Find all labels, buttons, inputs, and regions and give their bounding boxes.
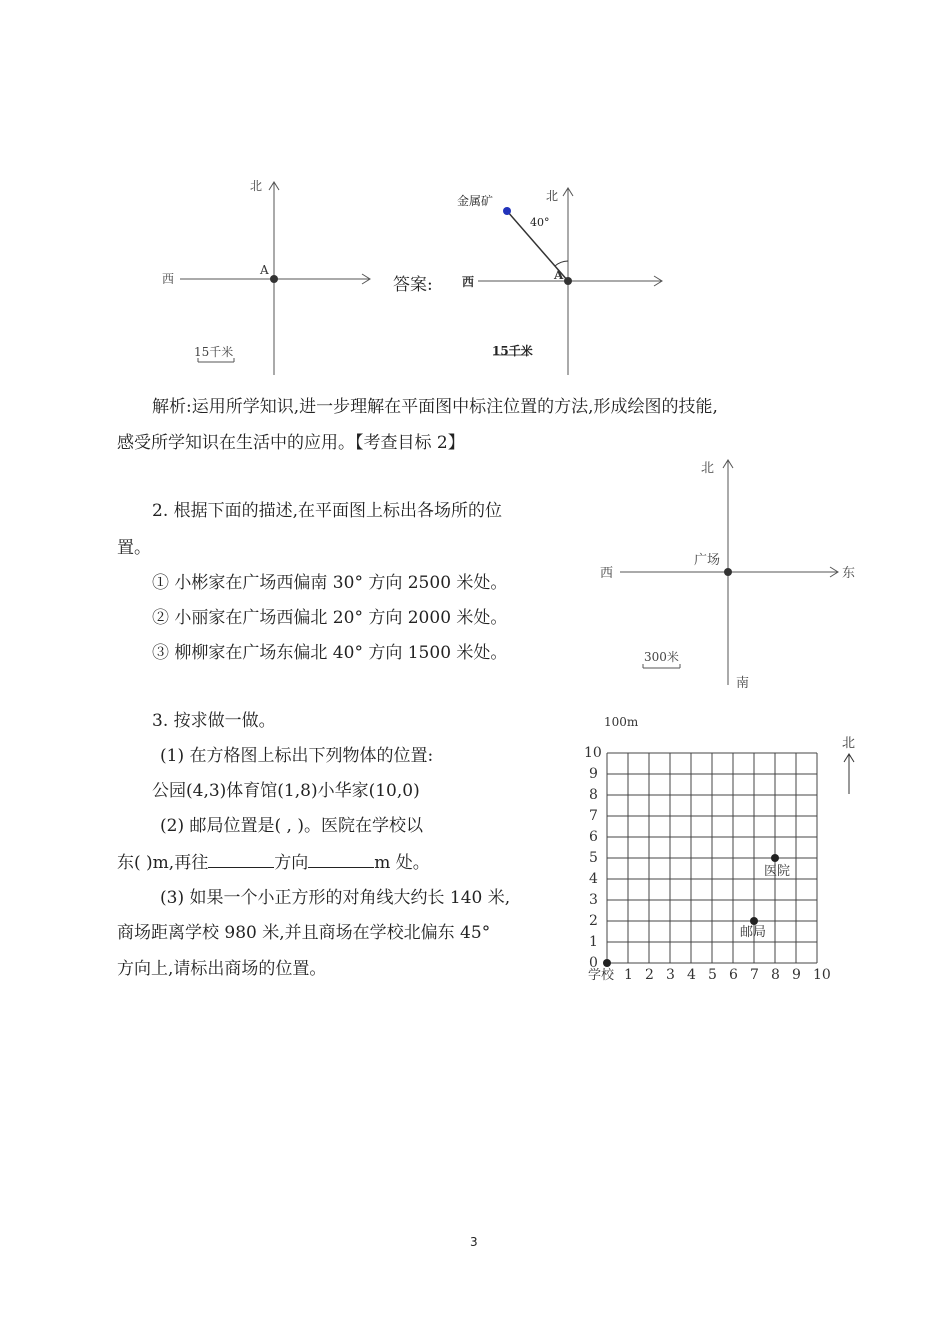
- x-tick-label: 2: [645, 967, 654, 983]
- y-tick-label: 0: [589, 955, 598, 971]
- x-tick-label: 8: [771, 967, 780, 983]
- q2-line-1: 2. 根据下面的描述,在平面图上标出各场所的位: [152, 501, 503, 521]
- origin-label: 学校: [588, 968, 615, 983]
- figure-compass-plaza: [590, 450, 870, 695]
- plaza-label: 广场: [694, 553, 721, 568]
- q3-part-2b: [117, 851, 430, 874]
- figure-compass-answer: [450, 180, 670, 380]
- x-tick-label: 1: [624, 967, 633, 983]
- y-tick-label: 3: [589, 892, 598, 908]
- page-number: 3: [470, 1235, 478, 1249]
- post-office-dot: [750, 917, 758, 925]
- north-label: 北: [546, 189, 559, 203]
- x-tick-label: 9: [792, 967, 801, 983]
- analysis-line-1: 解析:运用所学知识,进一步理解在平面图中标注位置的方法,形成绘图的技能,: [152, 397, 718, 417]
- q3-part-3c: 方向上,请标出商场的位置。: [117, 959, 327, 979]
- q3-part-2b-text-2: 方向: [274, 853, 309, 873]
- answer-label: 答案:: [393, 275, 433, 295]
- answer-blank-distance[interactable]: [308, 851, 374, 868]
- grid-lines: [607, 753, 817, 963]
- q2-item-1: ① 小彬家在广场西偏南 30° 方向 2500 米处。: [152, 573, 508, 593]
- angle-label: 40°: [530, 216, 550, 229]
- y-tick-label: 9: [589, 766, 598, 782]
- scale-label: 15千米: [492, 344, 533, 358]
- q3-part-2a: (2) 邮局位置是( , )。医院在学校以: [160, 816, 423, 836]
- post-office-label: 邮局: [740, 925, 767, 940]
- y-tick-label: 7: [589, 808, 598, 824]
- q3-part-1-items: 公园(4,3)体育馆(1,8)小华家(10,0): [152, 781, 420, 801]
- y-tick-label: 5: [589, 850, 598, 866]
- y-tick-label: 10: [584, 745, 602, 761]
- x-tick-label: 10: [813, 967, 831, 983]
- x-tick-label: 7: [750, 967, 759, 983]
- scale-label: 300米: [644, 650, 679, 664]
- grid-north-label: 北: [842, 736, 856, 751]
- north-label: 北: [701, 461, 715, 476]
- mine-label: 金属矿: [457, 194, 494, 208]
- west-label: 西: [600, 566, 614, 581]
- angle-arc: [555, 261, 568, 266]
- point-a-label: A: [260, 263, 269, 277]
- y-tick-label: 4: [589, 871, 598, 887]
- x-tick-label: 6: [729, 967, 738, 983]
- analysis-line-2: 感受所学知识在生活中的应用。【考查目标 2】: [117, 433, 465, 453]
- point-a-dot: [564, 277, 572, 285]
- south-label: 南: [736, 676, 750, 691]
- hospital-label: 医院: [764, 864, 791, 879]
- y-tick-label: 1: [589, 934, 598, 950]
- point-a-dot: [270, 275, 278, 283]
- north-label: 北: [250, 179, 263, 193]
- school-dot: [603, 959, 611, 967]
- figure-compass-a: [150, 170, 380, 380]
- q3-part-2b-text-3: m 处。: [374, 853, 430, 873]
- plaza-dot: [724, 568, 732, 576]
- q2-item-2: ② 小丽家在广场西偏北 20° 方向 2000 米处。: [152, 608, 508, 628]
- hospital-dot: [771, 854, 779, 862]
- x-tick-label: 3: [666, 967, 675, 983]
- q3-part-1: (1) 在方格图上标出下列物体的位置:: [160, 746, 434, 766]
- west-label: 西: [162, 272, 175, 286]
- y-tick-label: 8: [589, 787, 598, 803]
- grid-unit-label: 100m: [604, 715, 639, 729]
- y-tick-label: 2: [589, 913, 598, 929]
- mine-dot: [503, 207, 511, 215]
- east-label: 东: [842, 566, 856, 581]
- q3-part-2b-text-1: 东( )m,再往: [117, 853, 209, 873]
- q2-item-3: ③ 柳柳家在广场东偏北 40° 方向 1500 米处。: [152, 643, 508, 663]
- q3-title: 3. 按求做一做。: [152, 711, 276, 731]
- answer-blank-direction[interactable]: [208, 851, 274, 868]
- q3-part-3b: 商场距离学校 980 米,并且商场在学校北偏东 45°: [117, 923, 491, 943]
- point-a-label: A: [554, 268, 564, 282]
- west-label: 西: [462, 275, 475, 289]
- q3-part-3a: (3) 如果一个小正方形的对角线大约长 140 米,: [160, 888, 511, 908]
- q2-line-2: 置。: [117, 538, 151, 558]
- x-tick-label: 5: [708, 967, 717, 983]
- y-tick-label: 6: [589, 829, 598, 845]
- scale-label: 15千米: [194, 345, 234, 359]
- coordinate-grid: [570, 710, 870, 995]
- x-tick-label: 4: [687, 967, 696, 983]
